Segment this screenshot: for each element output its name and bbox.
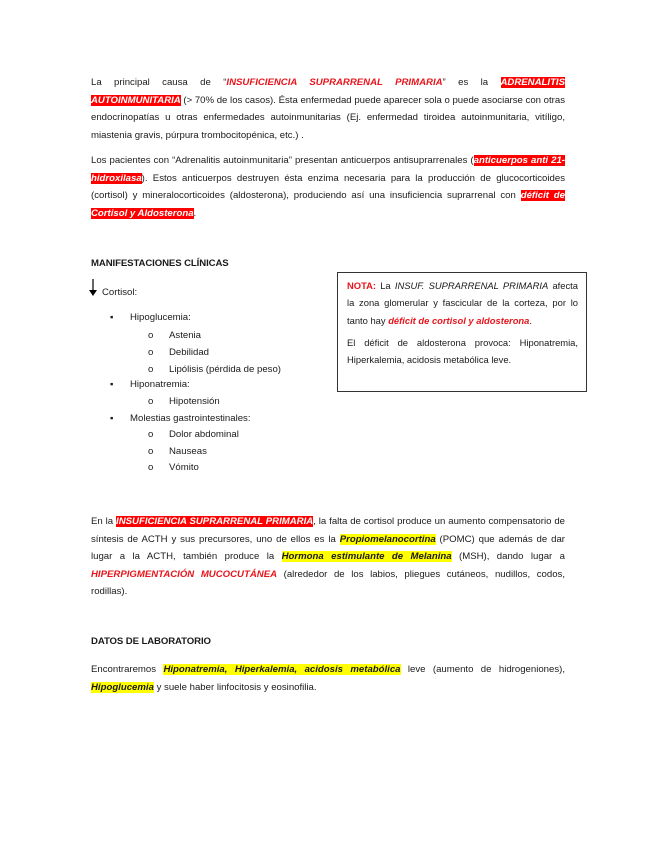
emphasis-hiperpigmentacion: HIPERPIGMENTACIÓN MUCOCUTÁNEA (91, 568, 278, 580)
text-run: . (529, 314, 532, 326)
highlight-hiponatremia: Hiponatremia, Hiperkalemia, acidosis metabólica (163, 664, 401, 675)
circle-bullet-icon: o (148, 462, 154, 473)
note-red-emphasis: déficit de cortisol y aldosterona (388, 314, 530, 326)
highlight-anticuerpos: anticuerpos anti 21-hidroxilasa (91, 155, 565, 184)
list-item: Lipólisis (pérdida de peso) (169, 364, 281, 375)
laboratorio-paragraph (91, 661, 565, 696)
list-item: Nauseas (169, 446, 207, 457)
list-item: Dolor abdominal (169, 429, 239, 440)
circle-bullet-icon: o (148, 396, 154, 407)
circle-bullet-icon: o (148, 446, 154, 457)
text-run: (MSH), dando lugar a (451, 551, 565, 562)
list-item: Astenia (169, 330, 201, 341)
text-run: afecta la zona glomerular y fascicular de la corteza, por lo tanto hay (347, 280, 578, 326)
root-label: Cortisol: (102, 287, 138, 298)
text-run: Los pacientes con “Adrenalitis autoinmunitaria” presentan anticuerpos antisuprarrenales ( (91, 155, 474, 166)
text-run: En la (91, 516, 117, 527)
circle-bullet-icon: o (148, 347, 154, 358)
text-run: Encontraremos (91, 664, 164, 675)
group-label: Molestias gastrointestinales: (130, 413, 251, 424)
square-bullet-icon: ▪ (110, 312, 114, 323)
group-label: Hiponatremia: (130, 379, 190, 390)
highlight-hipoglucemia: Hipoglucemia (91, 681, 154, 693)
list-item: Debilidad (169, 347, 210, 358)
manifestaciones-heading: MANIFESTACIONES CLÍNICAS (91, 258, 229, 269)
note-paragraph-2: El déficit de aldosterona provoca: Hiponatremia, Hiperkalemia, acidosis metabólica leve. (347, 336, 578, 366)
text-run: ” es la (442, 77, 501, 88)
circle-bullet-icon: o (148, 330, 154, 341)
text-run: (> 70% de los casos). Ésta enfermedad puede aparecer sola o puede asociarse con otras endocrinopatías u otras enfermedades autoinmunitarias (Ej. enfermedad tiroidea autoinmunitaria, vitíligo, miastenia gravis, púrpura trombocitopénica, etc.) . (91, 94, 565, 141)
note-label: NOTA: (347, 280, 376, 291)
square-bullet-icon: ▪ (110, 379, 114, 390)
text-run: , la falta de cortisol produce un aumento compensatorio de síntesis de ACTH y sus precursores, uno de ellos es la (91, 516, 565, 545)
text-run: (POMC) que además de dar lugar a la ACTH, también produce la (91, 533, 565, 562)
text-run: La (376, 280, 395, 291)
highlight-propiomelanocortina: Propiomelanocortina (339, 533, 436, 545)
emphasis-insuficiencia: INSUFICIENCIA SUPRARRENAL PRIMARIA (226, 77, 443, 88)
text-run: y suele haber linfocitosis y eosinofilia. (153, 681, 317, 693)
text-run: (alrededor de los labios, pliegues cutáneos, nudillos, codos, rodillas). (91, 568, 566, 597)
text-run: leve (aumento de hidrogeniones), (400, 664, 565, 675)
text-run: La principal causa de “ (91, 77, 227, 88)
highlight-insuficiencia: INSUFICIENCIA SUPRARRENAL PRIMARIA (116, 516, 314, 527)
square-bullet-icon: ▪ (110, 413, 114, 424)
down-arrow-icon (88, 279, 98, 297)
list-item: Vómito (169, 462, 199, 473)
highlight-adrenalitis: ADRENALITIS AUTOINMUNITARIA (91, 77, 565, 106)
note-box (337, 272, 587, 392)
intro-paragraph-2 (91, 152, 565, 222)
note-emphasis: INSUF. SUPRARRENAL PRIMARIA (394, 280, 549, 291)
intro-paragraph-1 (91, 74, 565, 144)
circle-bullet-icon: o (148, 364, 154, 375)
circle-bullet-icon: o (148, 429, 154, 440)
group-label: Hipoglucemia: (130, 312, 191, 323)
highlight-deficit: déficit de Cortisol y Aldosterona (91, 190, 565, 219)
note-paragraph-1 (347, 277, 578, 329)
text-run: . (193, 207, 197, 219)
laboratorio-heading: DATOS DE LABORATORIO (91, 636, 211, 647)
hiperpigmentacion-paragraph (91, 513, 565, 601)
text-run: ). Estos anticuerpos destruyen ésta enzima necesaria para la producción de glucocorticoides (cortisol) y mineralocorticoides (aldosterona), produciendo así una insuficiencia suprarrenal con (91, 172, 565, 201)
highlight-hormona: Hormona estimulante de Melanina (281, 551, 452, 562)
list-item: Hipotensión (169, 396, 220, 407)
